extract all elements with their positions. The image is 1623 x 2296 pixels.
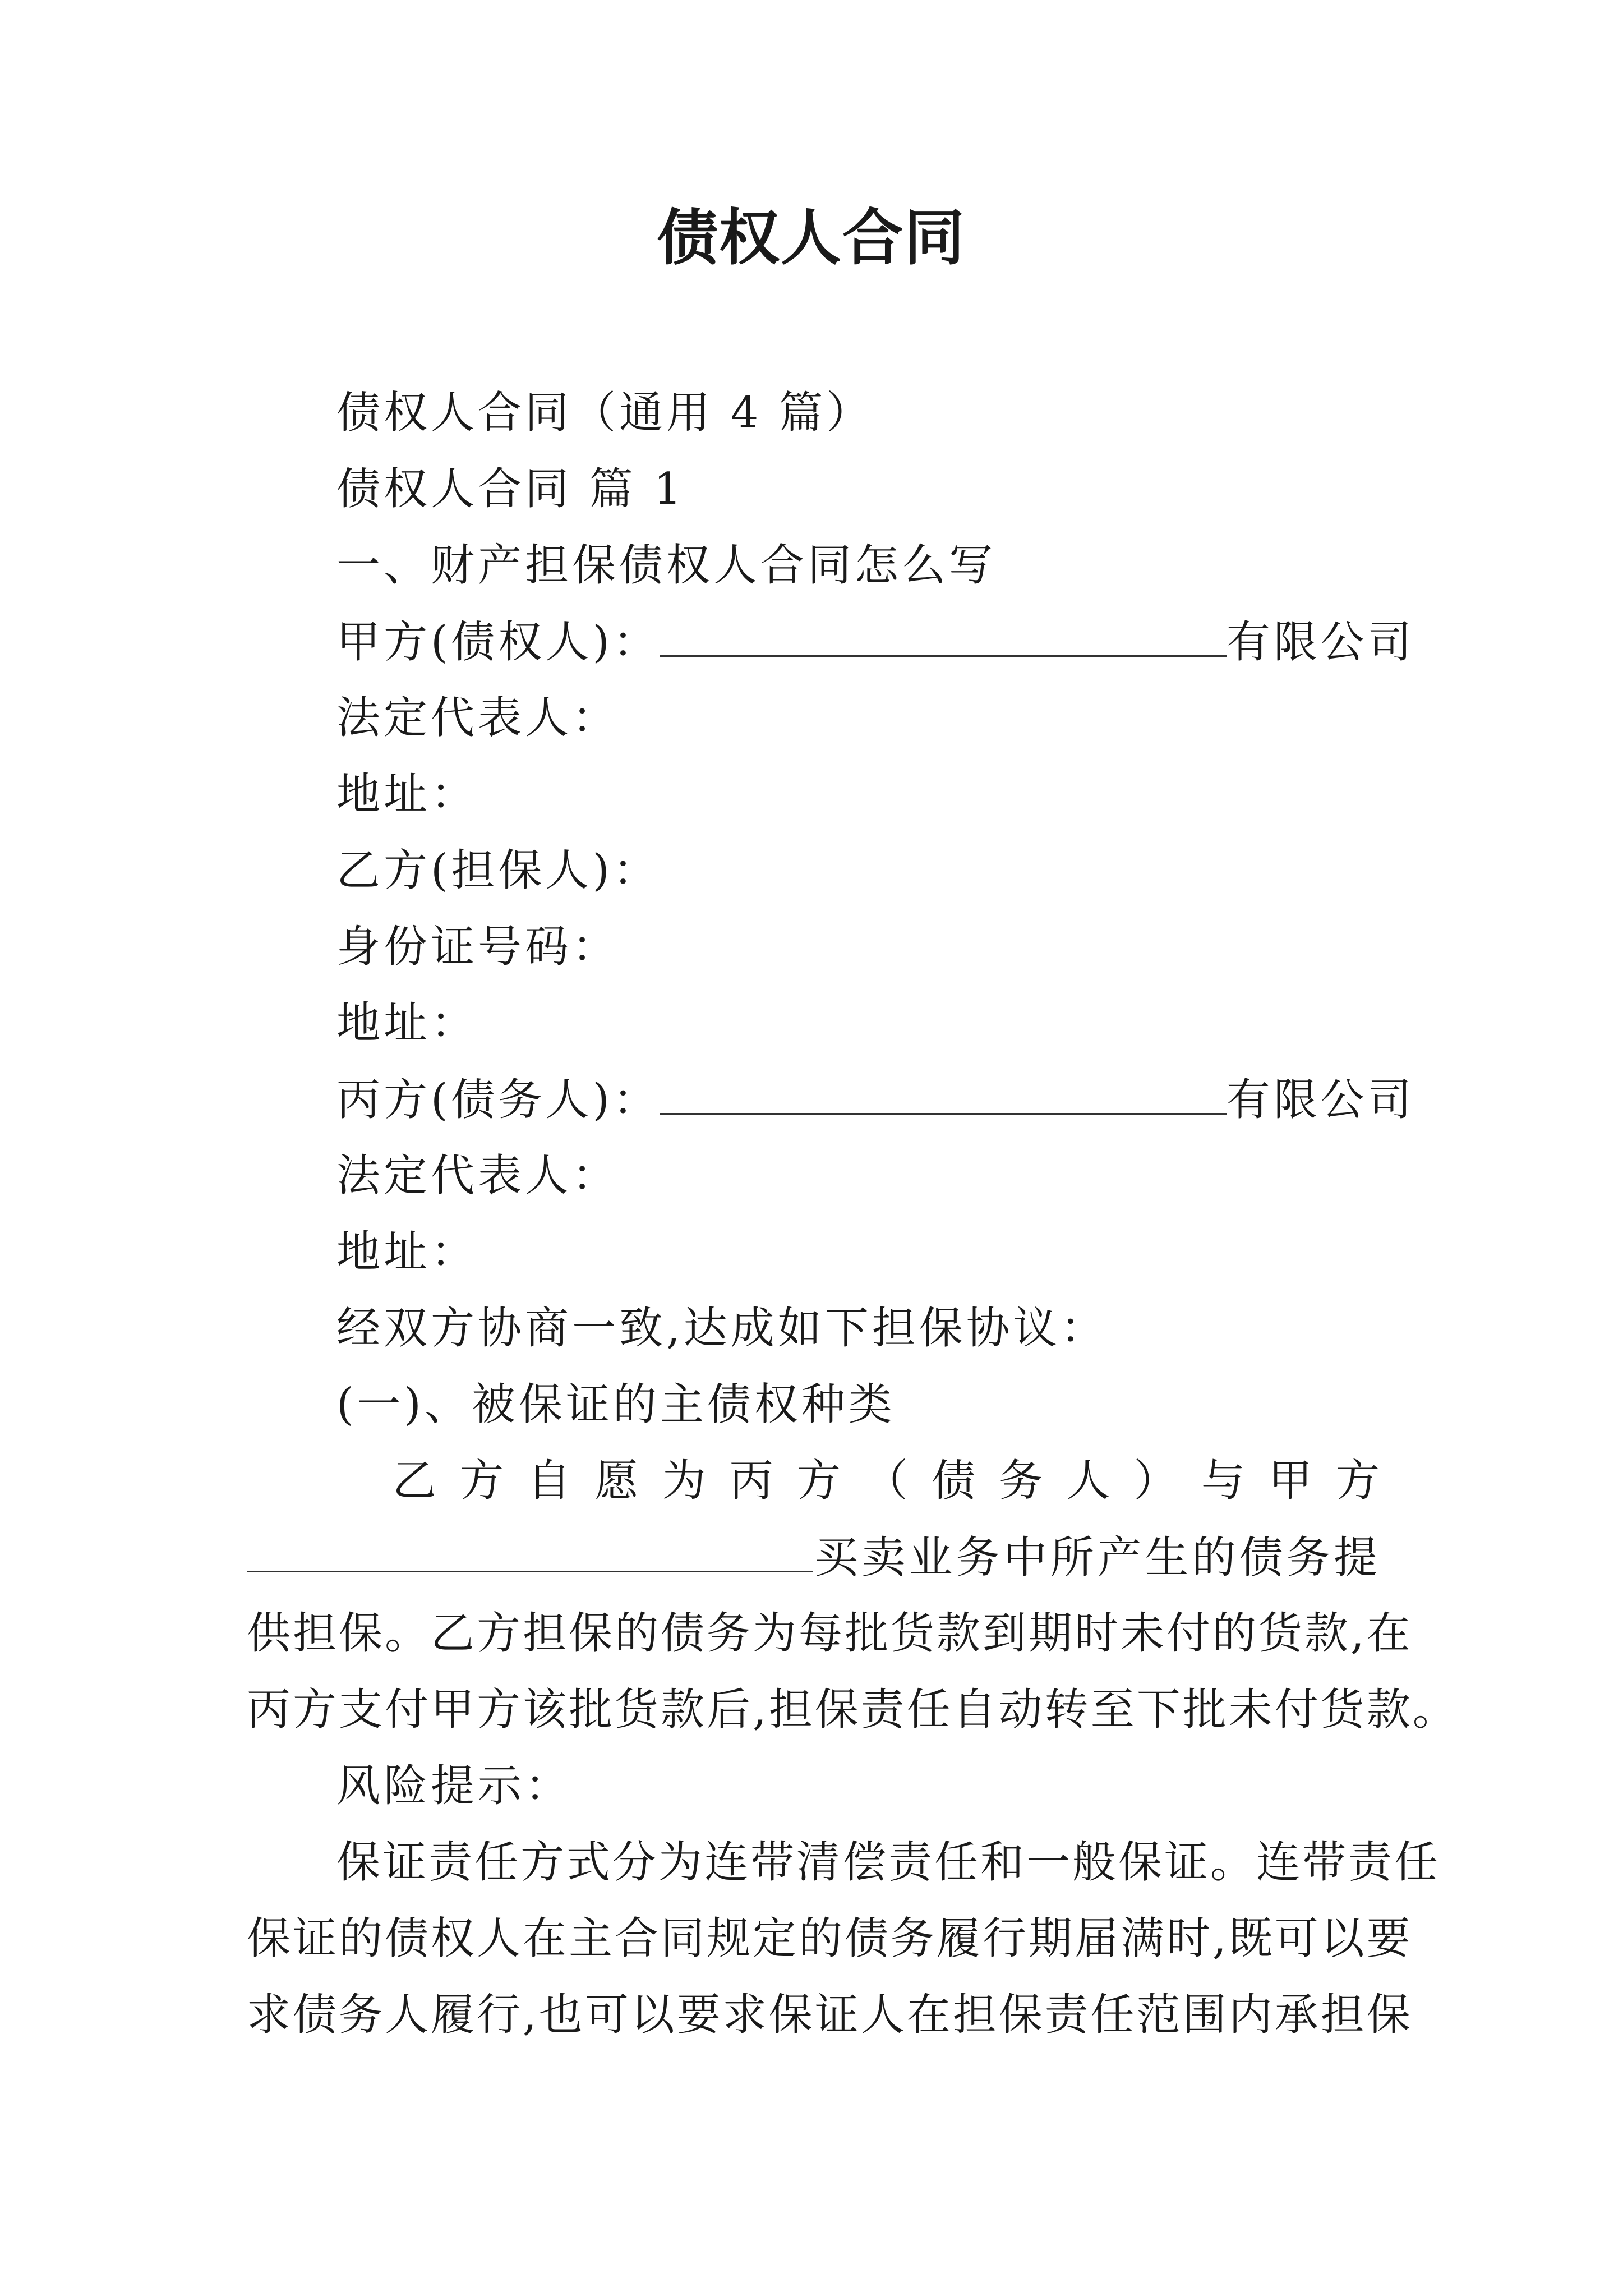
clause-1-line-4: 丙方支付甲方该批货款后,担保责任自动转至下批未付货款。 <box>247 1685 1459 1735</box>
clause-1-char: ） <box>1133 1456 1178 1506</box>
party-c-rep: 法定代表人： <box>336 1151 620 1201</box>
party-a-business-blank <box>247 1519 813 1572</box>
clause-1-line-2-text: 买卖业务中所产生的债务提 <box>813 1533 1380 1583</box>
clause-1-char: 方 <box>796 1456 841 1506</box>
risk-line-1: 保证责任方式分为连带清偿责任和一般保证。连带责任 <box>336 1837 1441 1888</box>
party-c-line <box>247 1061 1415 1138</box>
party-a-rep: 法定代表人： <box>336 693 620 743</box>
party-b-id: 身份证号码： <box>336 922 620 972</box>
party-b-address: 地址： <box>336 998 478 1048</box>
party-a-label: 甲方(债权人)： <box>336 617 660 668</box>
clause-1-char: 务 <box>999 1456 1043 1506</box>
party-c-label: 丙方(债务人)： <box>336 1075 660 1125</box>
clause-1-char: 愿 <box>594 1456 639 1506</box>
clause-1-line-3: 供担保。乙方担保的债务为每批货款到期时未付的货款,在 <box>247 1608 1413 1659</box>
clause-1-char: 乙 <box>393 1456 437 1506</box>
clause-1-char: 方 <box>1335 1456 1380 1506</box>
clause-1-char: 与 <box>1201 1456 1245 1506</box>
party-a-address: 地址： <box>336 769 478 820</box>
party-a-suffix: 有限公司 <box>1226 617 1415 668</box>
clause-1-char: 为 <box>662 1456 706 1506</box>
clause-1-line-2 <box>247 1519 1380 1595</box>
risk-line-3: 求债务人履行,也可以要求保证人在担保责任范围内承担保 <box>247 1990 1413 2040</box>
clause-1-char: 方 <box>460 1456 504 1506</box>
party-c-address: 地址： <box>336 1227 478 1277</box>
clause-1-char: 债 <box>932 1456 976 1506</box>
document-title: 债权人合同 <box>657 203 966 273</box>
clause-1-char: 人 <box>1066 1456 1110 1506</box>
document-body <box>247 375 1459 2053</box>
party-c-blank <box>660 1061 1227 1115</box>
risk-line-2: 保证的债权人在主合同规定的债务履行期届满时,既可以要 <box>247 1913 1413 1964</box>
clause-1-char: 甲 <box>1268 1456 1312 1506</box>
section-heading: 一、财产担保债权人合同怎么写 <box>336 540 997 591</box>
party-c-suffix: 有限公司 <box>1226 1075 1415 1125</box>
clause-1-char: 丙 <box>729 1456 773 1506</box>
party-a-blank <box>660 604 1227 657</box>
agreement-statement: 经双方协商一致,达成如下担保协议： <box>336 1303 1108 1354</box>
party-b-label: 乙方(担保人)： <box>336 845 660 896</box>
party-a-line <box>247 604 1415 680</box>
risk-heading: 风险提示： <box>336 1761 573 1811</box>
clause-1-heading: (一)、被保证的主债权种类 <box>336 1379 896 1430</box>
clause-1-char: 自 <box>527 1456 571 1506</box>
clause-1-char: （ <box>864 1456 908 1506</box>
clause-1-line-1 <box>247 1443 1380 1519</box>
subtitle: 债权人合同（通用 4 篇） <box>336 388 874 438</box>
part-heading: 债权人合同 篇 1 <box>336 464 685 514</box>
